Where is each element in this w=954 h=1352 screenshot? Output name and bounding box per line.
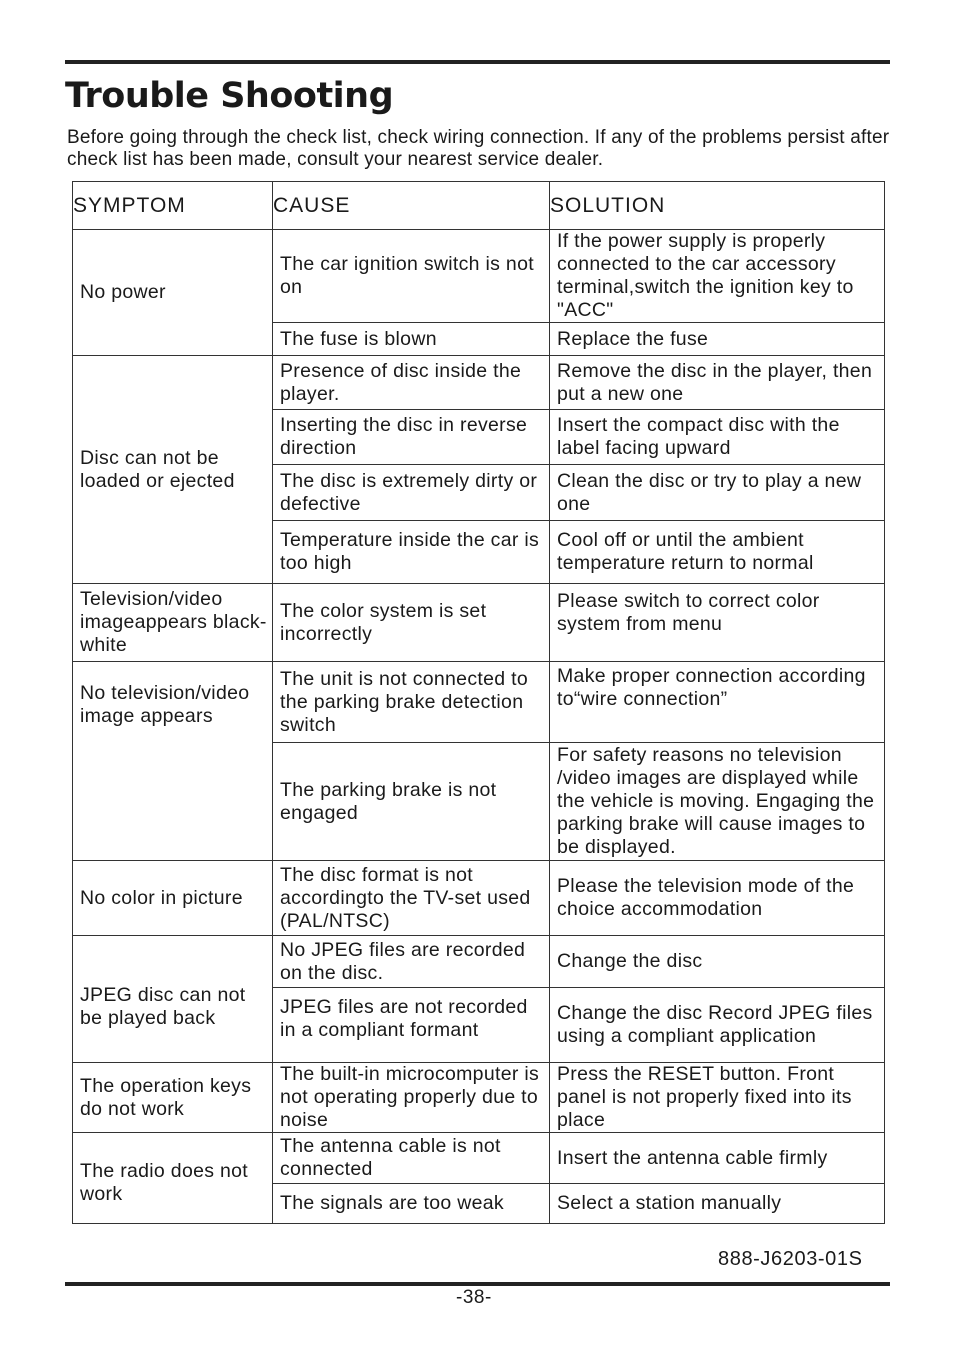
- symptom-cell: No power: [73, 230, 273, 356]
- solution-cell: Remove the disc in the player, then put a new one: [550, 356, 885, 410]
- cause-cell: The car ignition switch is not on: [273, 230, 550, 323]
- header-symptom: SYMPTOM: [73, 182, 273, 230]
- solution-cell: Make proper connection according to“wire connection”: [550, 662, 885, 743]
- solution-cell: Insert the antenna cable firmly: [550, 1133, 885, 1184]
- header-solution: SOLUTION: [550, 182, 885, 230]
- cause-cell: Temperature inside the car is too high: [273, 521, 550, 584]
- solution-cell: Clean the disc or try to play a new one: [550, 465, 885, 521]
- solution-cell: Press the RESET button. Front panel is not properly fixed into its place: [550, 1063, 885, 1133]
- cause-cell: The unit is not connected to the parking brake detection switch: [273, 662, 550, 743]
- table-header-row: [73, 182, 885, 230]
- symptom-cell: The operation keys do not work: [73, 1063, 273, 1133]
- cause-cell: No JPEG files are recorded on the disc.: [273, 936, 550, 988]
- table-row: [73, 1063, 885, 1133]
- symptom-cell: No color in picture: [73, 861, 273, 936]
- page-number: -38-: [456, 1287, 492, 1308]
- cause-cell: The disc is extremely dirty or defective: [273, 465, 550, 521]
- table-row: [73, 356, 885, 410]
- table-row: [73, 662, 885, 743]
- troubleshooting-table: [72, 181, 885, 1224]
- table-row: [73, 936, 885, 988]
- symptom-cell: Television/video imageappears black-white: [73, 584, 273, 662]
- top-rule: [65, 60, 890, 64]
- cause-cell: The antenna cable is not connected: [273, 1133, 550, 1184]
- symptom-cell: The radio does not work: [73, 1133, 273, 1224]
- solution-cell: Please switch to correct color system from menu: [550, 584, 885, 662]
- table-row: [73, 584, 885, 662]
- symptom-cell: No television/video image appears: [73, 662, 273, 861]
- solution-cell: Insert the compact disc with the label facing upward: [550, 410, 885, 465]
- solution-cell: If the power supply is properly connected to the car accessory terminal,switch the ignition key to "ACC": [550, 230, 885, 323]
- solution-cell: Select a station manually: [550, 1184, 885, 1224]
- table-row: [73, 1133, 885, 1184]
- model-number: 888-J6203-01S: [718, 1248, 863, 1270]
- table-row: [73, 230, 885, 323]
- cause-cell: The fuse is blown: [273, 323, 550, 356]
- intro-paragraph: Before going through the check list, check wiring connection. If any of the problems persist after check list has been made, consult your nearest service dealer.: [67, 127, 890, 170]
- cause-cell: The built-in microcomputer is not operating properly due to noise: [273, 1063, 550, 1133]
- solution-cell: Change the disc: [550, 936, 885, 988]
- solution-cell: Change the disc Record JPEG files using a compliant application: [550, 988, 885, 1063]
- cause-cell: Inserting the disc in reverse direction: [273, 410, 550, 465]
- solution-cell: For safety reasons no television /video images are displayed while the vehicle is moving. Engaging the parking brake will cause images to be displayed.: [550, 743, 885, 861]
- cause-cell: JPEG files are not recorded in a compliant formant: [273, 988, 550, 1063]
- cause-cell: The parking brake is not engaged: [273, 743, 550, 861]
- page-title: Trouble Shooting: [65, 76, 394, 116]
- solution-cell: Cool off or until the ambient temperature return to normal: [550, 521, 885, 584]
- cause-cell: The color system is set incorrectly: [273, 584, 550, 662]
- cause-cell: Presence of disc inside the player.: [273, 356, 550, 410]
- cause-cell: The disc format is not accordingto the TV-set used (PAL/NTSC): [273, 861, 550, 936]
- header-cause: CAUSE: [273, 182, 550, 230]
- solution-cell: Please the television mode of the choice accommodation: [550, 861, 885, 936]
- symptom-cell: JPEG disc can not be played back: [73, 936, 273, 1063]
- bottom-rule: [65, 1282, 890, 1286]
- solution-cell: Replace the fuse: [550, 323, 885, 356]
- table-row: [73, 861, 885, 936]
- symptom-cell: Disc can not be loaded or ejected: [73, 356, 273, 584]
- cause-cell: The signals are too weak: [273, 1184, 550, 1224]
